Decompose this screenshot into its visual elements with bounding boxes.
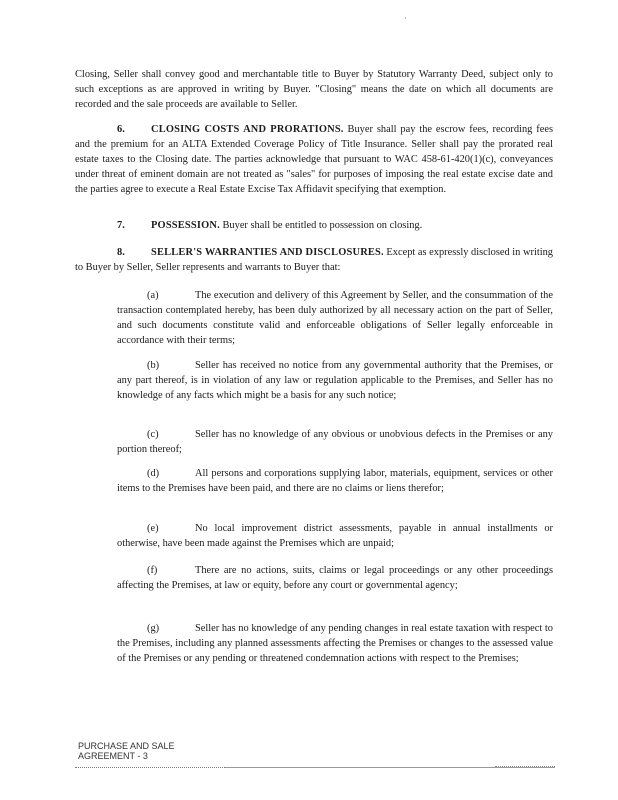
list-item-label: (e) (147, 523, 159, 534)
section-7-text: Buyer shall be entitled to possession on closing. (219, 220, 423, 231)
section-8-number: 8. (117, 247, 125, 258)
list-item-c (117, 427, 553, 457)
list-item-b (117, 358, 553, 403)
list-item-label: (b) (147, 360, 160, 371)
list-item-label: (a) (147, 290, 159, 301)
list-item-text: The execution and delivery of this Agreement by Seller, and the consummation of the transaction contemplated hereby, has been duly authorized by all necessary action on the part of Seller, and such documents constitute valid and enforceable obligations of Seller legally enforceable in accordance with their terms; (117, 290, 553, 346)
page-footer (78, 741, 175, 761)
section-6 (75, 122, 553, 197)
list-item-label: (d) (147, 468, 160, 479)
section-8-heading: SELLER'S WARRANTIES AND DISCLOSURES. (151, 247, 384, 258)
list-item-text: All persons and corporations supplying labor, materials, equipment, services or other items to the Premises have been paid, and there are no claims or liens therefor; (117, 468, 553, 494)
list-item-g (117, 621, 553, 666)
section-7 (75, 218, 553, 233)
section-6-text: Buyer shall pay the escrow fees, recording fees and the premium for an ALTA Extended Coverage Policy of Title Insurance. Seller shall pay the prorated real estate taxes to the Closing date. The parties acknowledge that pursuant to WAC 458-61-420(1)(c), conveyances under threat of eminent domain are not treated as "sales" for purposes of imposing the real estate excise date and the parties agree to execute a Real Estate Excise Tax Affidavit specifying that exemption. (75, 124, 553, 195)
footer-rule-tail (495, 766, 555, 767)
list-item-text: No local improvement district assessments, payable in annual installments or otherwise, have been made against the Premises which are unpaid; (117, 523, 553, 549)
section-8-text: Except as expressly disclosed in writing to Buyer by Seller, Seller represents and warrants to Buyer that: (75, 247, 553, 273)
list-item-f (117, 563, 553, 593)
footer-line-2: AGREEMENT - 3 (78, 751, 148, 761)
top-mark: · (404, 14, 407, 23)
paragraph-closing: Closing, Seller shall convey good and merchantable title to Buyer by Statutory Warranty Deed, subject only to such exceptions as are approved in writing by Buyer. "Closing" means the date on which all documents are recorded and the sale proceeds are available to Seller. (75, 69, 553, 110)
section-7-heading: POSSESSION. (151, 220, 220, 231)
list-item-label: (c) (147, 429, 159, 440)
section-6-number: 6. (117, 124, 125, 135)
footer-line-1: PURCHASE AND SALE (78, 741, 175, 751)
list-item-text: Seller has no knowledge of any pending changes in real estate taxation with respect to the Premises, including any planned assessments affecting the Premises or changes to the assessed value of the Premises or any pending or threatened condemnation actions with respect to the Premises; (117, 623, 553, 664)
list-item-d (117, 466, 553, 496)
list-item-text: There are no actions, suits, claims or legal proceedings or any other proceedings affecting the Premises, at law or equity, before any court or governmental agency; (117, 565, 553, 591)
list-item-e (117, 521, 553, 551)
list-item-text: Seller has no knowledge of any obvious or unobvious defects in the Premises or any portion thereof; (117, 429, 553, 455)
footer-rule-left (75, 767, 225, 768)
section-8 (75, 245, 553, 275)
list-item-label: (g) (147, 623, 160, 634)
list-item-label: (f) (147, 565, 158, 576)
section-6-heading: CLOSING COSTS AND PRORATIONS. (151, 124, 344, 135)
list-item-text: Seller has received no notice from any governmental authority that the Premises, or any part thereof, is in violation of any law or regulation applicable to the Premises, and Seller has no knowledge of any facts which might be a basis for any such notice; (117, 360, 553, 401)
section-7-number: 7. (117, 220, 125, 231)
footer-rule (225, 767, 555, 768)
list-item-a (117, 288, 553, 348)
